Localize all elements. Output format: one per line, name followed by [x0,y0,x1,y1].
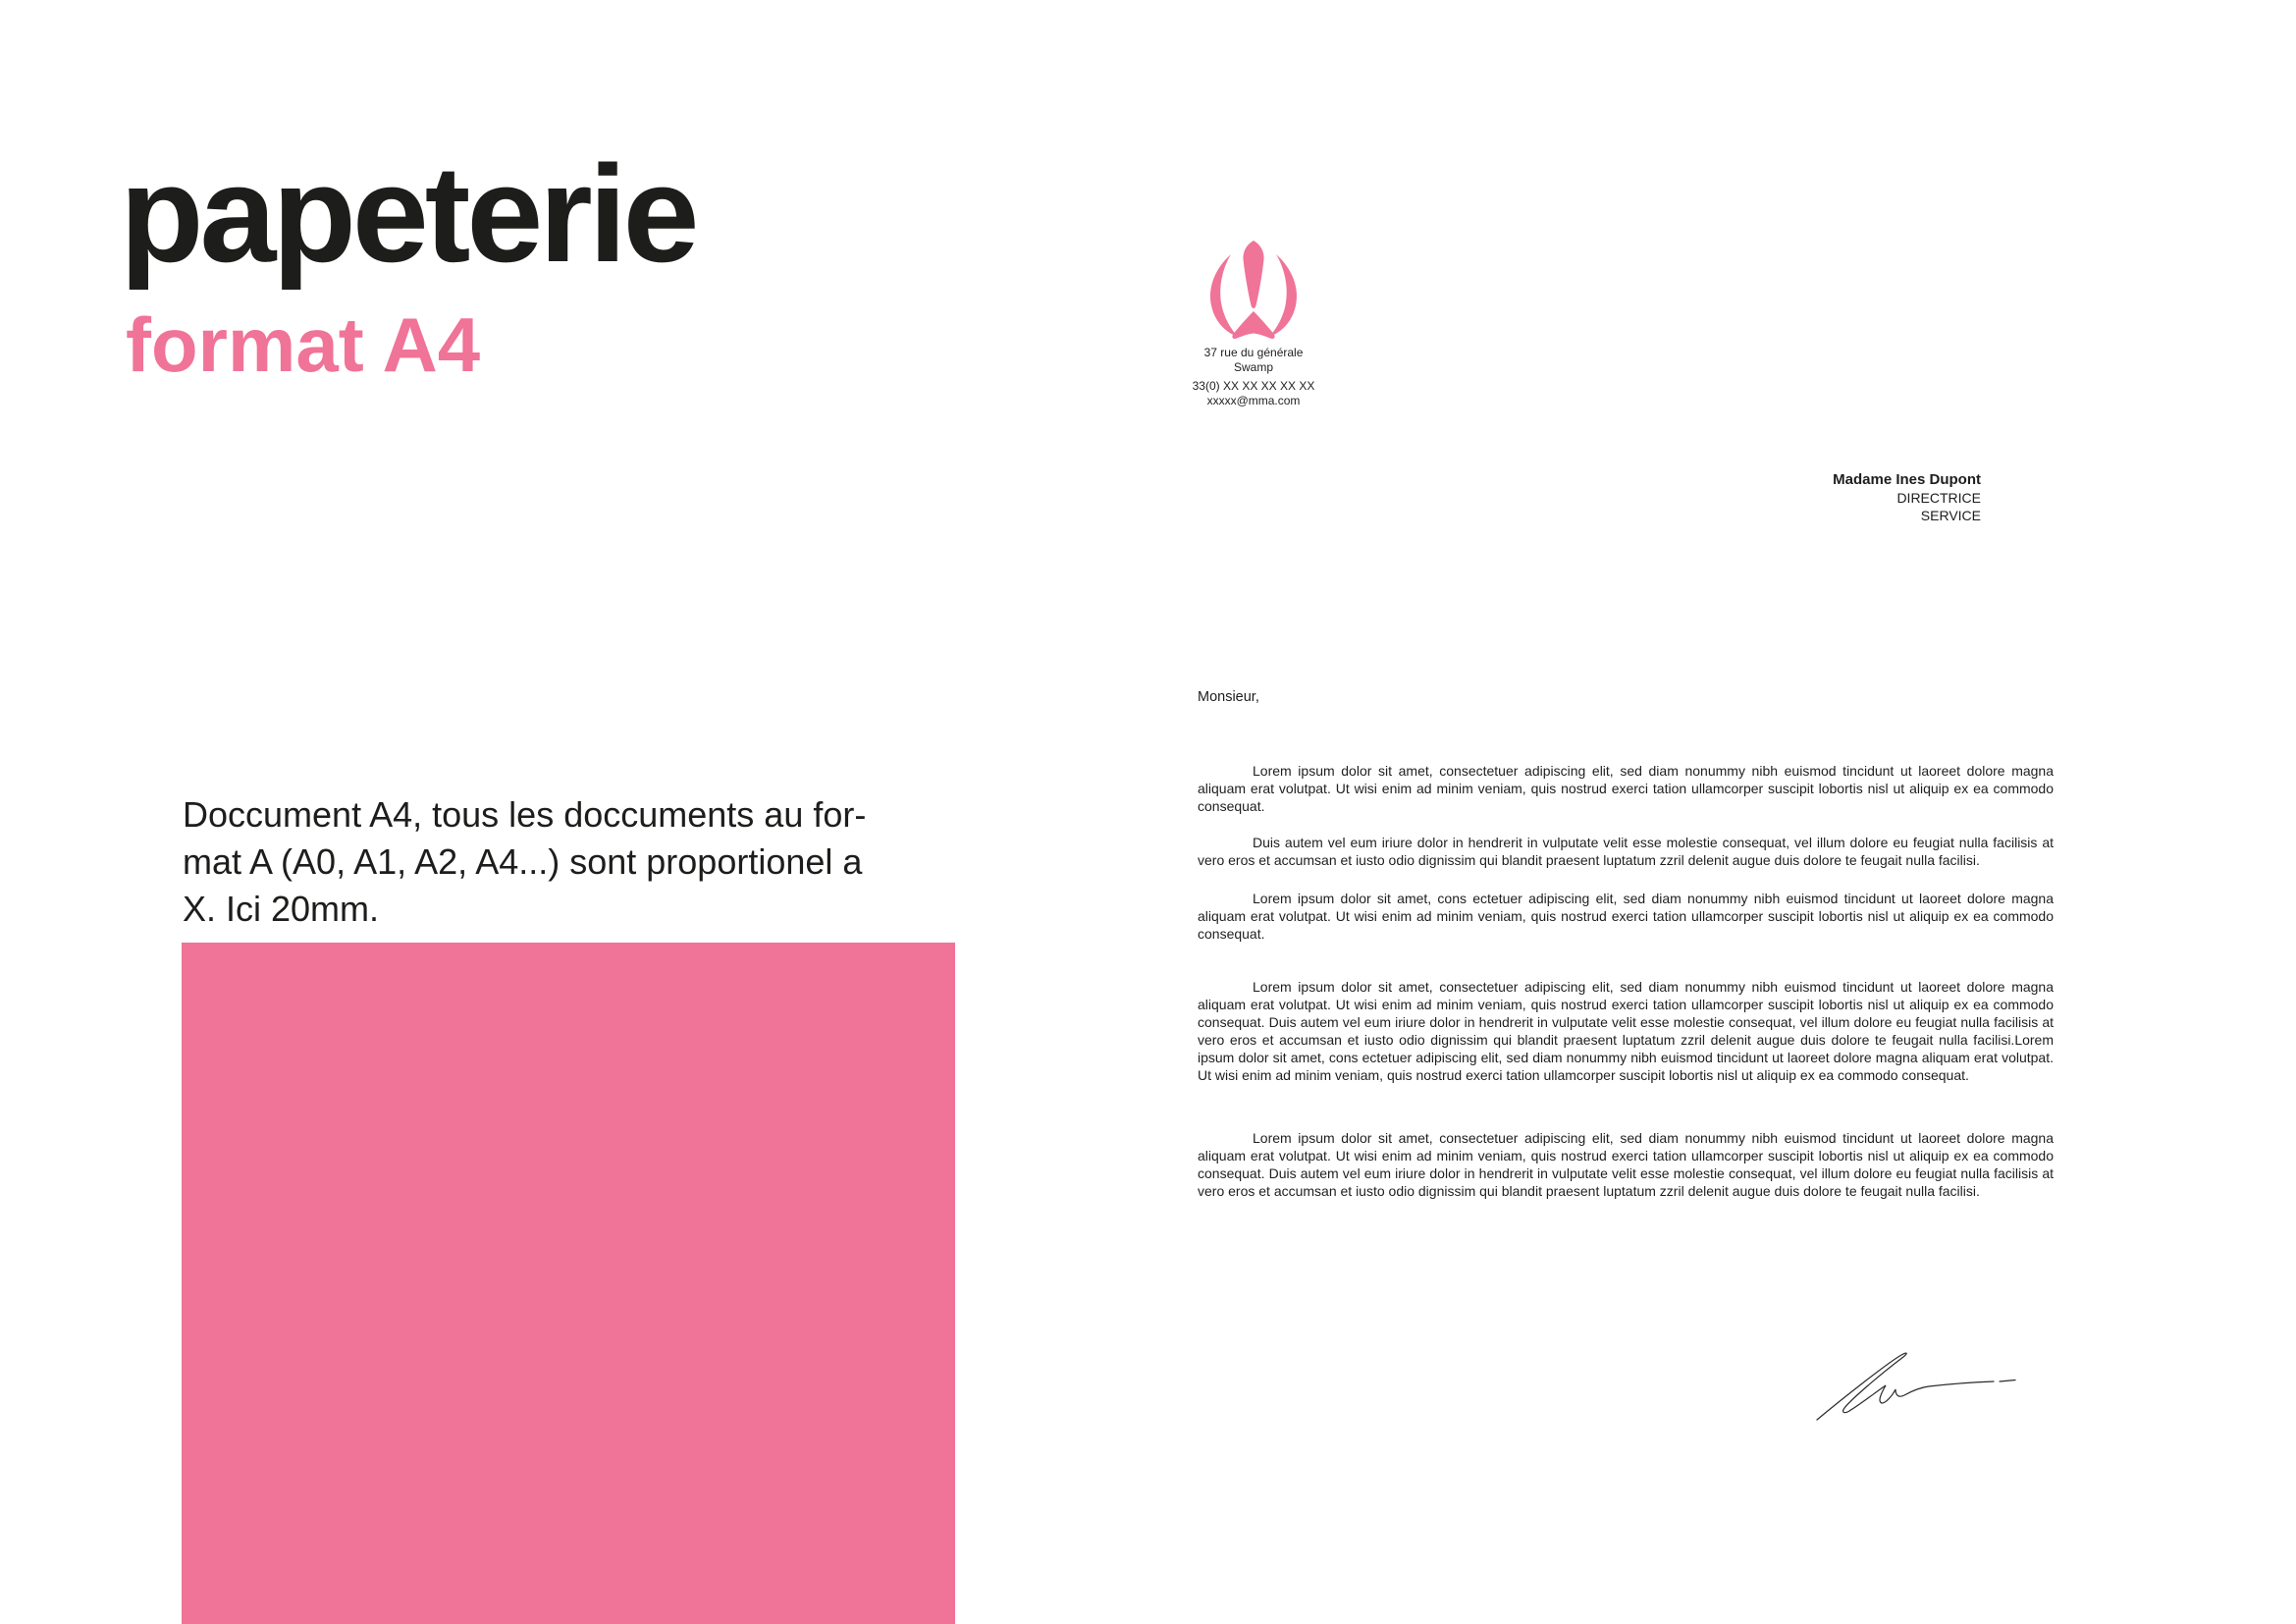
letter-paragraph-5: Lorem ipsum dolor sit amet, consectetuer adipiscing elit, sed diam nonummy nibh euismod tincidunt ut laoreet dolore magna aliquam erat volutpat. Ut wisi enim ad minim veniam, quis nostrud exerci tation ullamcorper suscipit lobortis nisl ut aliquip ex ea commodo consequat. Duis autem vel eum iriure dolor in hendrerit in vulputate velit esse molestie consequat, vel illum dolore eu feugiat nulla facilisis at vero eros et accumsan et iusto odio dignissim qui blandit praesent luptatum zzril delenit augue duis dolore te feugait nulla facilisi. [1198,1130,2054,1199]
letter-body [1198,762,2054,1200]
letter-paragraph-2: Duis autem vel eum iriure dolor in hendrerit in vulputate velit esse molestie consequat, vel illum dolore eu feugiat nulla facilisis at vero eros et accumsan et iusto odio dignissim qui blandit praesent luptatum zzril delenit augue duis dolore te feugait nulla facilisi. [1198,835,2054,868]
sender-address [1155,346,1352,408]
sender-email: xxxxx@mma.com [1206,394,1301,407]
recipient-role: DIRECTRICE [1896,490,1981,506]
letter-page [1129,157,2130,1591]
letter-paragraph-4: Lorem ipsum dolor sit amet, consectetuer adipiscing elit, sed diam nonummy nibh euismod tincidunt ut laoreet dolore magna aliquam erat volutpat. Ut wisi enim ad minim veniam, quis nostrud exerci tation ullamcorper suscipit lobortis nisl ut aliquip ex ea commodo consequat. Duis autem vel eum iriure dolor in hendrerit in vulputate velit esse molestie consequat, vel illum dolore eu feugiat nulla facilisis at vero eros et accumsan et iusto odio dignissim qui blandit praesent luptatum zzril delenit augue duis dolore te feugait nulla facilisi.Lorem ipsum dolor sit amet, cons ectetuer adipiscing elit, sed diam nonummy nibh euismod tincidunt ut laoreet dolore magna aliquam erat volutpat. Ut wisi enim ad minim veniam, quis nostrud exerci tation ullamcorper suscipit lobortis nisl ut aliquip ex ea commodo consequat. [1198,979,2054,1083]
letter-paragraph-1: Lorem ipsum dolor sit amet, consectetuer adipiscing elit, sed diam nonummy nibh euismod tincidunt ut laoreet dolore magna aliquam erat volutpat. Ut wisi enim ad minim veniam, quis nostrud exerci tation ullamcorper suscipit lobortis nisl ut aliquip ex ea commodo consequat. [1198,763,2054,814]
sender-street: 37 rue du générale [1203,346,1304,359]
caption-line-3: X. Ici 20mm. [183,889,380,929]
caption-line-1: Doccument A4, tous les doccuments au for- [183,794,867,835]
fish-diving-logo-icon [1205,239,1302,339]
sender-city: Swamp [1233,360,1273,374]
caption [183,791,988,933]
recipient-block [1628,471,1981,524]
recipient-name: Madame Ines Dupont [1833,471,1981,488]
salutation: Monsieur, [1198,689,1259,705]
a4-proportion-swatch [182,943,955,1624]
page-subtitle: format A4 [126,301,481,388]
sender-phone: 33(0) XX XX XX XX XX [1192,379,1315,393]
brand-logo [1205,239,1302,339]
recipient-department: SERVICE [1920,508,1981,523]
caption-line-2: mat A (A0, A1, A2, A4...) sont proportionel a [183,841,863,882]
signature-scribble-icon [1811,1343,2022,1427]
page-title: papeterie [120,136,696,291]
letter-paragraph-3: Lorem ipsum dolor sit amet, cons ectetuer adipiscing elit, sed diam nonummy nibh euismod tincidunt ut laoreet dolore magna aliquam erat volutpat. Ut wisi enim ad minim veniam, quis nostrud exerci tation ullamcorper suscipit lobortis nisl ut aliquip ex ea commodo consequat. [1198,891,2054,942]
